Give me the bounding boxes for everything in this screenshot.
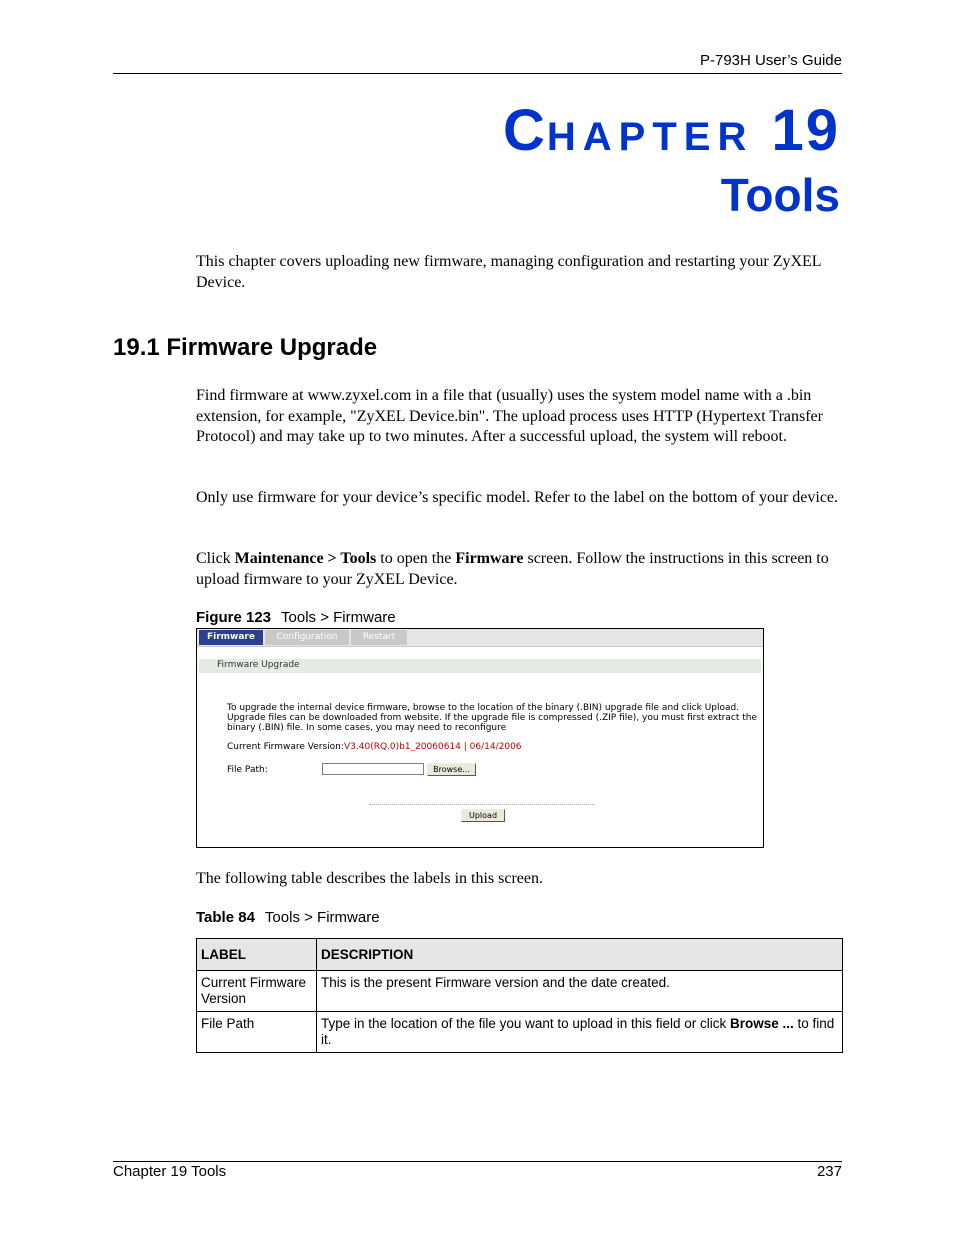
paragraph-model-warning: Only use firmware for your device’s specific model. Refer to the label on the bottom of your device. [196, 489, 839, 506]
upload-button[interactable]: Upload [461, 809, 505, 822]
paragraph-firmware-source: Find firmware at www.zyxel.com in a file that (usually) uses the system model name with a .bin extension, for example, "ZyXEL Device.bin". The upload process uses HTTP (Hypertext Transfer Protocol) and may take up to two minutes. After a successful upload, the system will reboot. [196, 387, 823, 445]
figure-caption-text: Tools > Firmware [281, 609, 396, 626]
chapter-cap-letter: C [503, 98, 547, 163]
row-label: File Path [197, 1012, 317, 1053]
guide-title: P-793H User’s Guide [699, 52, 842, 69]
divider [369, 804, 595, 805]
row-description-bold: Browse ... [729, 1016, 794, 1031]
figure-caption-label: Figure 123 [196, 609, 272, 626]
row-label: Current Firmware Version [197, 971, 317, 1012]
header-description: DESCRIPTION [317, 939, 843, 971]
section-heading: 19.1 Firmware Upgrade [113, 334, 378, 361]
nav-text-3: screen. Follow the instructions in this screen to upload firmware to your ZyXEL Device. [196, 550, 829, 588]
firmware-screenshot [196, 628, 764, 848]
sub-title: Firmware Upgrade [217, 660, 300, 670]
chapter-label [503, 98, 840, 170]
page-number: 237 [816, 1163, 842, 1180]
nav-path: Maintenance > Tools [234, 550, 377, 567]
row-description-text: This is the present Firmware version and the date created. [321, 975, 670, 990]
row-description [317, 971, 843, 1012]
instructions-line-2: Upgrade files can be downloaded from website. If the upgrade file is compressed (.ZIP file), you must first extract the [227, 713, 757, 723]
chapter-word: HAPTER [546, 115, 754, 159]
row-description-text-end: to find it. [321, 1016, 835, 1047]
figure-caption [196, 609, 396, 626]
paragraph-navigation [196, 549, 842, 590]
table-intro-paragraph: The following table describes the labels in this screen. [196, 870, 544, 887]
instructions-line-3: binary (.BIN) file. In some cases, you may need to reconfigure [227, 723, 507, 733]
version-value: V3.40(RQ.0)b1_20060614 | 06/14/2006 [344, 742, 522, 752]
table-caption [196, 909, 380, 926]
tab-bar [197, 629, 763, 647]
header-rule [113, 73, 842, 74]
chapter-title: Tools [720, 169, 840, 221]
header-label: LABEL [197, 939, 317, 971]
footer-chapter: Chapter 19 Tools [113, 1163, 227, 1180]
tab-configuration[interactable]: Configuration [265, 630, 349, 645]
table-row [197, 1012, 843, 1053]
chapter-number: 19 [771, 98, 840, 163]
nav-screen-name: Firmware [455, 550, 524, 567]
tab-restart[interactable]: Restart [351, 630, 407, 645]
intro-paragraph: This chapter covers uploading new firmware, managing configuration and restarting your ZyXEL Device. [196, 253, 821, 291]
tab-firmware[interactable]: Firmware [199, 630, 263, 645]
nav-text-1: Click [196, 550, 235, 567]
table-caption-label: Table 84 [196, 909, 255, 926]
labels-table [196, 938, 843, 1053]
instructions-line-1: To upgrade the internal device firmware, browse to the location of the binary (.BIN) upgrade file and click Upload. [227, 703, 740, 713]
table-header-row [197, 939, 843, 971]
file-path-label: File Path: [227, 765, 268, 775]
row-description-text: Type in the location of the file you want to upload in this field or click [321, 1016, 730, 1031]
table-row [197, 971, 843, 1012]
table-caption-text: Tools > Firmware [264, 909, 380, 926]
nav-text-2: to open the [376, 550, 456, 567]
row-description [317, 1012, 843, 1053]
browse-button[interactable]: Browse... [427, 763, 476, 776]
file-path-input[interactable] [322, 763, 424, 775]
footer-rule [113, 1161, 842, 1162]
version-label: Current Firmware Version: [227, 742, 344, 752]
